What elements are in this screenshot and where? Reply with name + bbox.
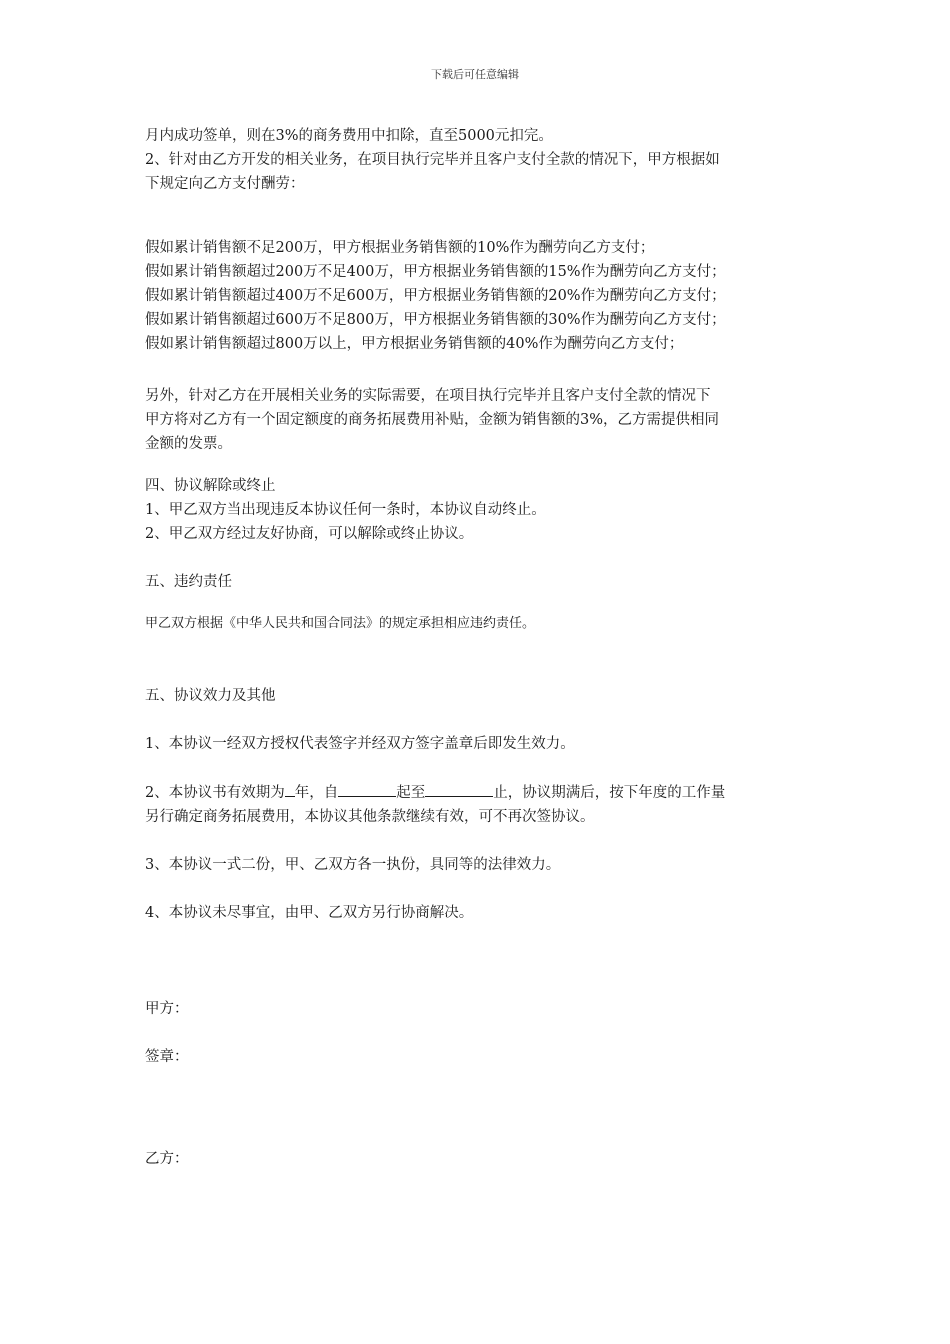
tier-2: 假如累计销售额超过200万不足400万，甲方根据业务销售额的15%作为酬劳向乙方支付； [145,264,726,280]
validity-to-text: 起至 [396,785,426,801]
clause-2-line-2: 下规定向乙方支付酬劳： [145,176,305,192]
extra-line-1: 另外，针对乙方在开展相关业务的实际需要，在项目执行完毕并且客户支付全款的情况下 [145,388,711,404]
tier-3: 假如累计销售额超过400万不足600万，甲方根据业务销售额的20%作为酬劳向乙方支付； [145,288,726,304]
blank-year [285,780,295,797]
section-6-item-4: 4、本协议未尽事宜，由甲、乙双方另行协商解决。 [145,905,474,921]
section-6-item-2-line-1 [145,780,810,805]
blank-end-date [425,780,493,797]
tier-4: 假如累计销售额超过600万不足800万，甲方根据业务销售额的30%作为酬劳向乙方支付； [145,312,726,328]
section-4-item-1: 1、甲乙双方当出现违反本协议任何一条时，本协议自动终止。 [145,502,546,518]
clause-2-line-1: 2、针对由乙方开发的相关业务，在项目执行完毕并且客户支付全款的情况下，甲方根据如 [145,152,720,168]
extra-line-2: 甲方将对乙方有一个固定额度的商务拓展费用补贴，金额为销售额的3%，乙方需提供相同 [145,412,719,428]
validity-year-text: 年，自 [294,785,339,801]
paragraph-intro: 月内成功签单，则在3%的商务费用中扣除，直至5000元扣完。 [145,128,553,144]
tier-5: 假如累计销售额超过800万以上，甲方根据业务销售额的40%作为酬劳向乙方支付； [145,336,684,352]
section-5-title: 五、违约责任 [145,574,232,590]
section-6-item-2-line-2: 另行确定商务拓展费用，本协议其他条款继续有效，可不再次签协议。 [145,809,595,825]
section-4-item-2: 2、甲乙双方经过友好协商，可以解除或终止协议。 [145,526,474,542]
extra-line-3: 金额的发票。 [145,436,232,452]
party-b-label: 乙方： [145,1151,189,1167]
tier-1: 假如累计销售额不足200万，甲方根据业务销售额的10%作为酬劳向乙方支付； [145,240,655,256]
section-5-text: 甲乙双方根据《中华人民共和国合同法》的规定承担相应违约责任。 [145,616,536,631]
party-a-label: 甲方： [145,1001,189,1017]
section-4-title: 四、协议解除或终止 [145,478,276,494]
validity-suffix: 止，协议期满后，按下年度的工作量 [493,785,726,801]
seal-label: 签章： [145,1049,189,1065]
validity-prefix: 2、本协议书有效期为 [145,785,285,801]
page-header-note: 下载后可任意编辑 [431,68,519,81]
blank-start-date [338,780,396,797]
section-6-title: 五、协议效力及其他 [145,688,276,704]
section-6-item-3: 3、本协议一式二份，甲、乙双方各一执份，具同等的法律效力。 [145,857,561,873]
document-body [145,124,810,1171]
section-6-item-1: 1、本协议一经双方授权代表签字并经双方签字盖章后即发生效力。 [145,736,575,752]
